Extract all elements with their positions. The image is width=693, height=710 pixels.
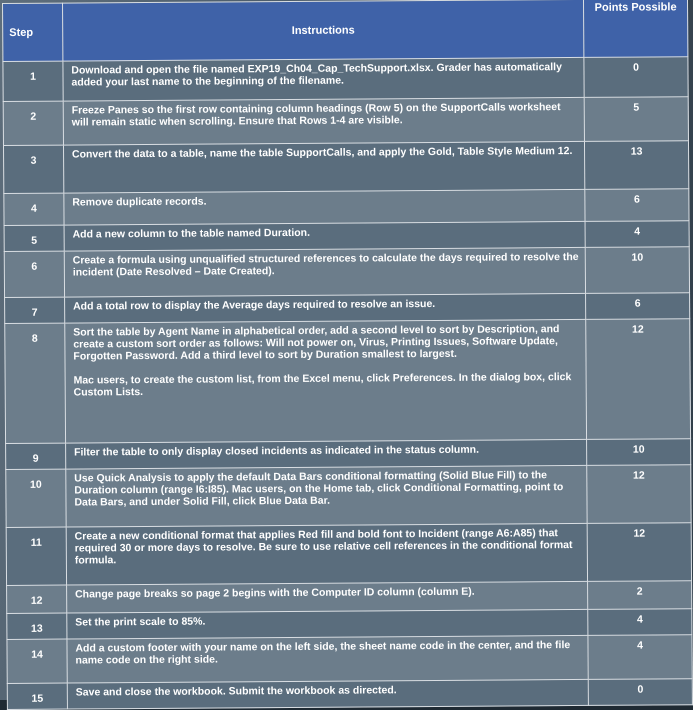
points-value: 6	[586, 293, 690, 320]
table-row	[7, 679, 692, 710]
step-number: 2	[3, 101, 63, 145]
table-row	[3, 97, 688, 146]
table-row	[4, 247, 689, 298]
step-number: 3	[3, 145, 63, 193]
instructions-table	[2, 0, 693, 710]
instruction-main: Sort the table by Agent Name in alphabetical order, add a second level to sort by Description, and create a custom sort order as follows: Will not power on, Virus, Printing Issues, Software Update, Forgotten Password. Add a third level to sort by Duration smallest to largest.	[73, 323, 560, 363]
step-number: 13	[7, 613, 67, 639]
step-number: 4	[4, 193, 64, 225]
instruction-text: Save and close the workbook. Submit the workbook as directed.	[67, 679, 588, 709]
instruction-text: Create a formula using unqualified structured references to calculate the days required to resolve the incident (Date Resolved – Date Created).	[64, 247, 585, 297]
step-number: 8	[5, 323, 66, 443]
instruction-text: Create a new conditional format that applies Red fill and bold font to Incident (range A6:A85) that required 30 or more days to resolve. Be sure to use relative cell references in the conditional format formula.	[66, 523, 588, 585]
table-row	[6, 523, 691, 586]
points-header: Points Possible	[584, 0, 688, 57]
step-number: 5	[4, 225, 64, 251]
instruction-text: Add a custom footer with your name on the left side, the sheet name code in the center, and the file name code on the right side.	[67, 635, 588, 683]
step-number: 10	[6, 469, 66, 527]
points-value: 10	[587, 439, 691, 466]
table-row	[3, 57, 688, 102]
points-value: 12	[587, 523, 691, 582]
step-number: 14	[7, 639, 67, 683]
points-value: 12	[586, 319, 691, 440]
instruction-text: Add a new column to the table named Duration.	[64, 221, 585, 251]
instruction-text	[65, 319, 587, 443]
header-row	[3, 0, 688, 61]
points-value: 6	[585, 189, 689, 222]
points-value: 0	[588, 679, 692, 706]
instruction-text: Freeze Panes so the first row containing column headings (Row 5) on the SupportCalls worksheet will remain static when scrolling. Ensure that Rows 1-4 are visible.	[63, 97, 584, 145]
points-value: 13	[585, 141, 689, 190]
points-value: 4	[588, 609, 692, 636]
table-row	[5, 319, 691, 444]
step-number: 15	[7, 683, 67, 709]
step-number: 6	[4, 251, 64, 297]
instruction-text: Convert the data to a table, name the table SupportCalls, and apply the Gold, Table Style Medium 12.	[63, 141, 584, 193]
instruction-text: Add a total row to display the Average days required to resolve an issue.	[64, 293, 585, 323]
instruction-text: Download and open the file named EXP19_Ch04_Cap_TechSupport.xlsx. Grader has automatically added your last name to the beginning of the filename.	[63, 57, 584, 101]
table-row	[6, 465, 691, 528]
step-number: 9	[6, 443, 66, 469]
points-value: 5	[584, 97, 688, 142]
instructions-header: Instructions	[62, 0, 584, 61]
points-value: 12	[587, 465, 691, 524]
instruction-text: Remove duplicate records.	[64, 189, 585, 225]
instruction-text: Filter the table to only display closed incidents as indicated in the status column.	[66, 439, 587, 469]
points-value: 2	[588, 581, 692, 610]
step-number: 11	[6, 527, 66, 585]
points-value: 4	[588, 635, 692, 680]
instruction-note: Mac users, to create the custom list, from the Excel menu, click Preferences. In the dialog box, click Custom Lists.	[73, 371, 572, 399]
table-row	[4, 189, 689, 226]
step-number: 1	[3, 61, 63, 101]
points-value: 0	[584, 57, 688, 98]
points-value: 4	[585, 221, 689, 248]
instruction-text: Set the print scale to 85%.	[67, 609, 588, 639]
instruction-text: Change page breaks so page 2 begins with the Computer ID column (column E).	[67, 581, 588, 613]
instruction-text: Use Quick Analysis to apply the default Data Bars conditional formatting (Solid Blue Fill) to the Duration column (range I6:I85). Mac users, on the Home tab, click Conditional Formatting, point to Data Bars, and under Solid Fill, click Blue Data Bar.	[66, 465, 588, 527]
step-number: 7	[5, 297, 65, 323]
step-header: Step	[3, 3, 63, 61]
points-value: 10	[585, 247, 689, 294]
table-row	[7, 635, 692, 684]
table-row	[3, 141, 688, 194]
step-number: 12	[7, 585, 67, 613]
